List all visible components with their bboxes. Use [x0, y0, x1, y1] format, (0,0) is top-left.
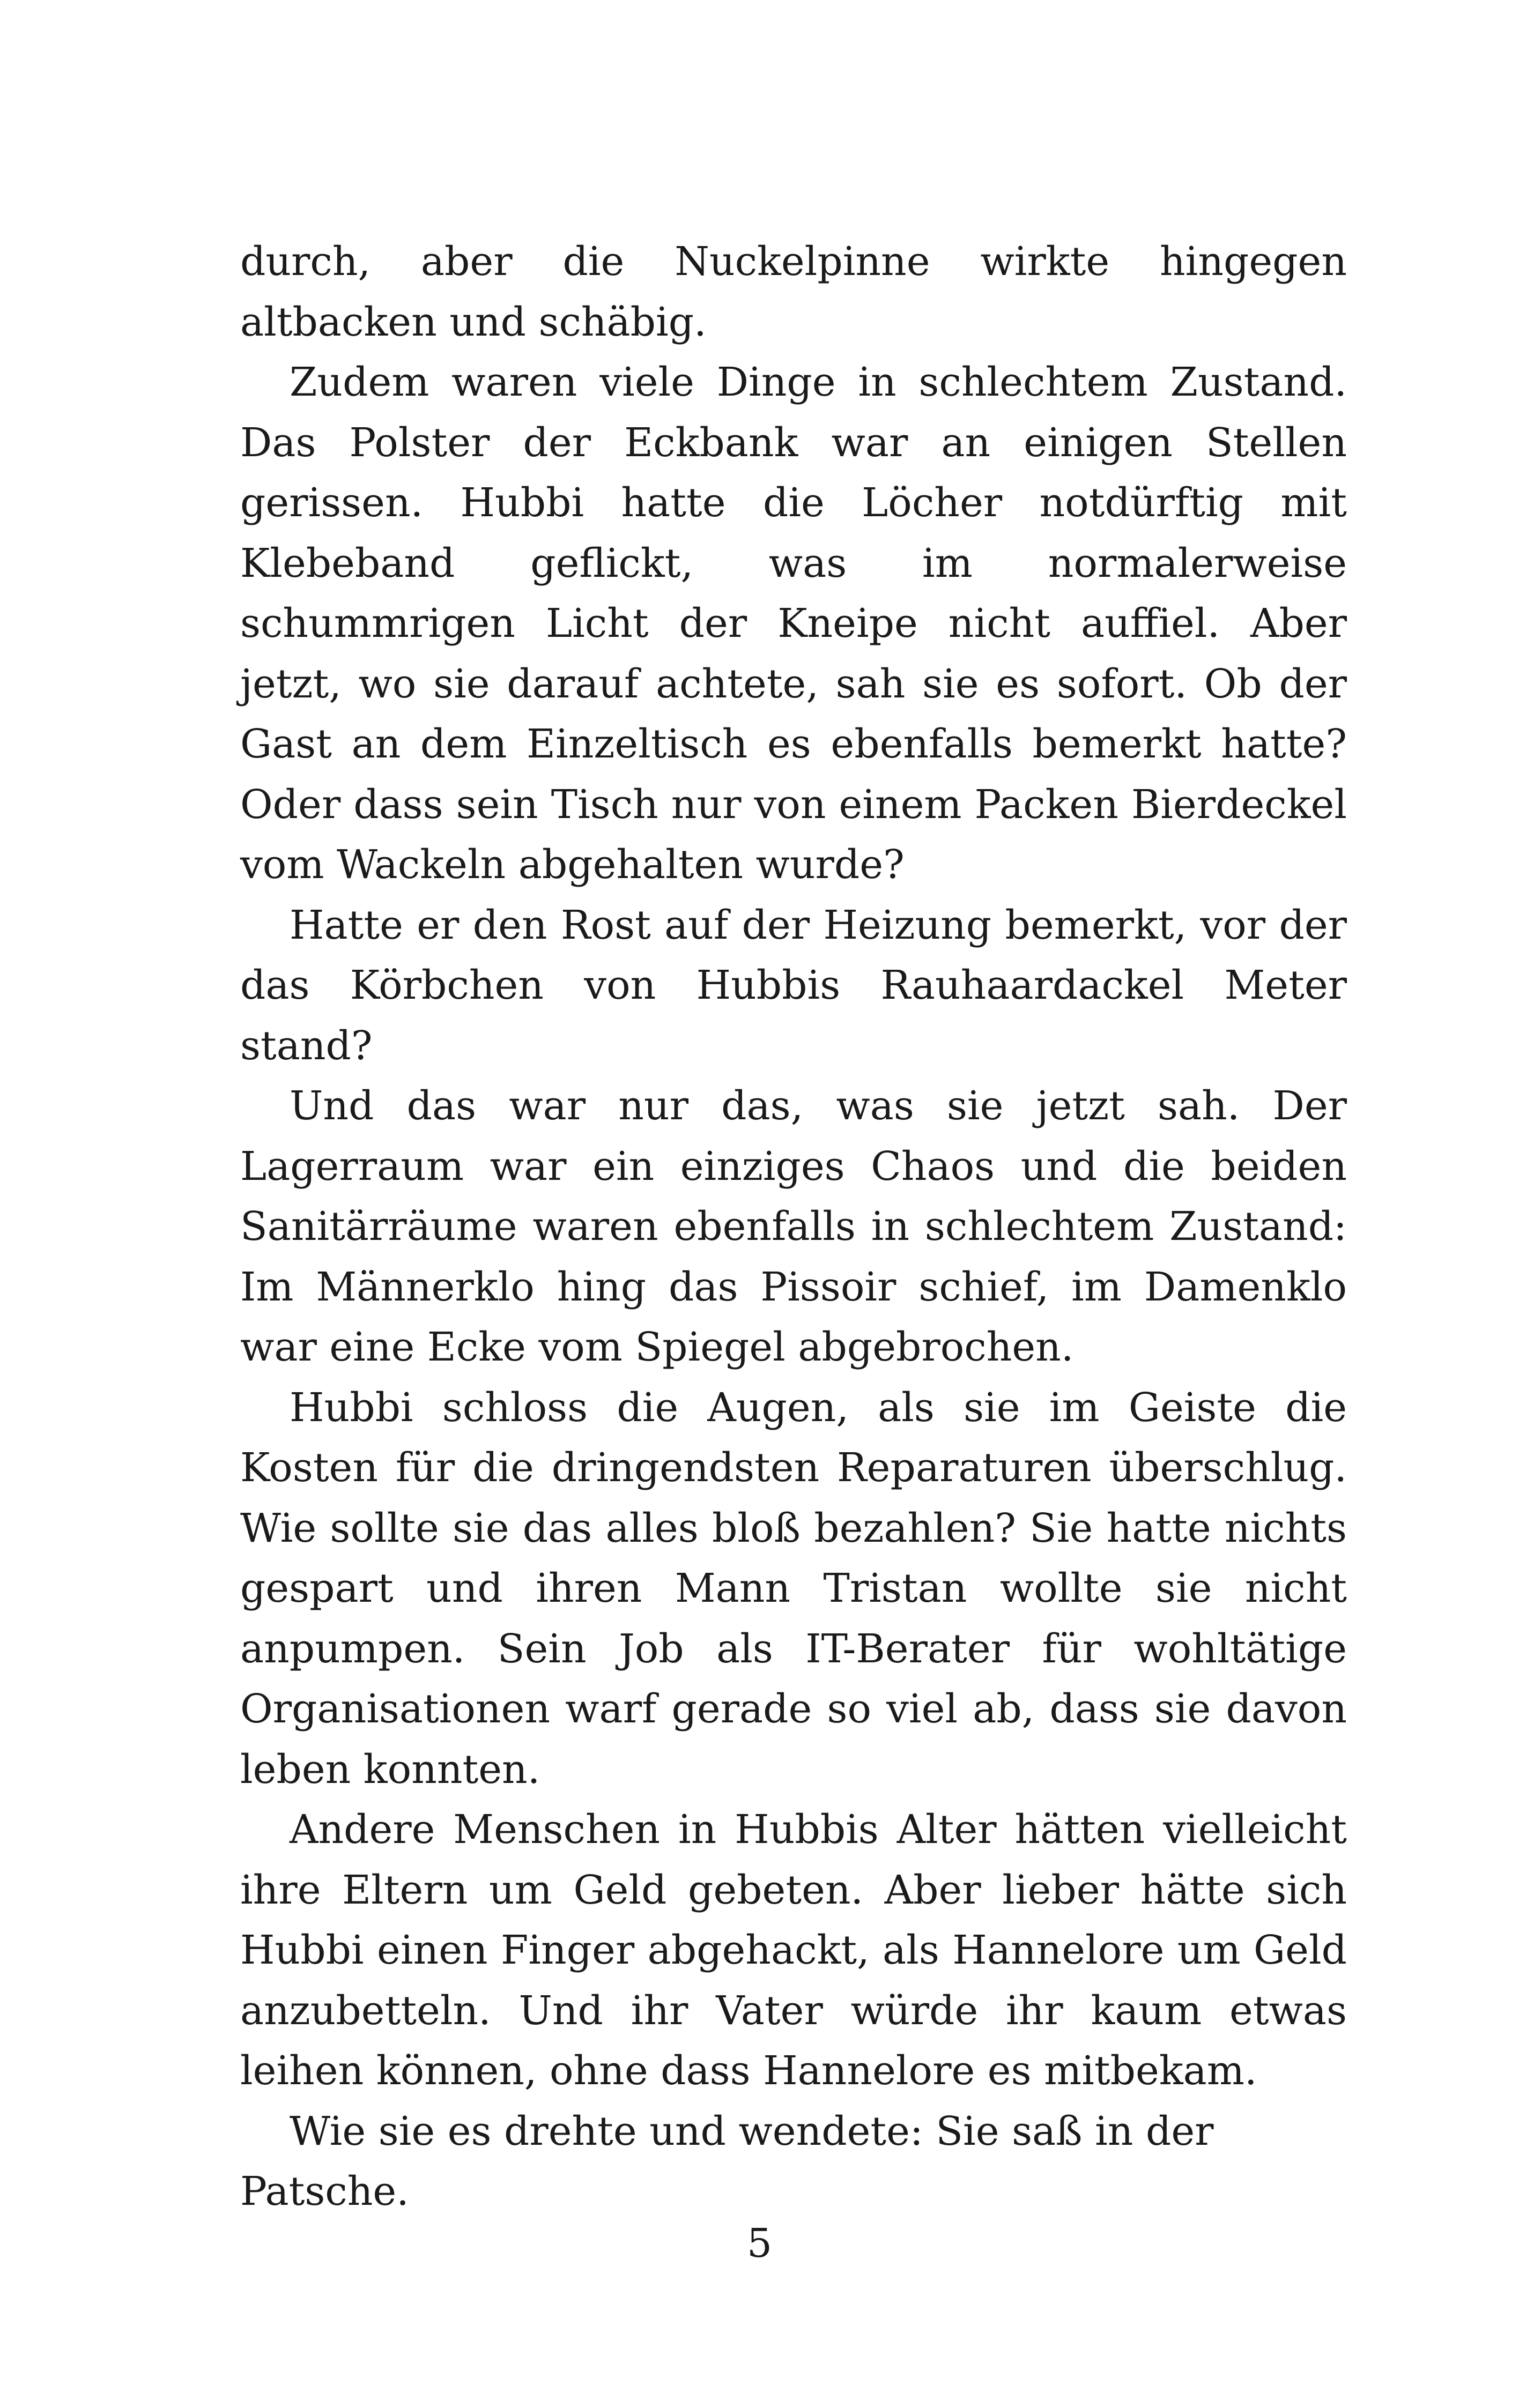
paragraph-7: Wie sie es drehte und wendete: Sie saß in der Patsche. [240, 2108, 1214, 2214]
paragraph-6: Andere Menschen in Hubbis Alter hätten vielleicht ihre Eltern um Geld gebeten. Aber lieber hätte sich Hubbi einen Finger abgehackt, als Hannelore um Geld anzubetteln. Und ihr Vater würde ihr kaum etwas leihen können, ohne dass Hannelore es mitbekam. [240, 1807, 1347, 2094]
paragraph-4: Und das war nur das, was sie jetzt sah. Der Lagerraum war ein einziges Chaos und die beiden Sanitärräume waren ebenfalls in schlechtem Zustand: Im Männerklo hing das Pissoir schief, im Damenklo war eine Ecke vom Spiegel abgebrochen. [240, 1083, 1347, 1370]
paragraph-3: Hatte er den Rost auf der Heizung bemerkt, vor der das Körbchen von Hubbis Rauhaardackel Meter stand? [240, 902, 1347, 1069]
page-number: 5 [746, 2220, 773, 2266]
paragraph-1: durch, aber die Nuckelpinne wirkte hingegen altbacken und schäbig. [240, 239, 1347, 345]
body-text [240, 232, 1347, 2222]
paragraph-5: Hubbi schloss die Augen, als sie im Geiste die Kosten für die dringendsten Reparaturen überschlug. Wie sollte sie das alles bloß bezahlen? Sie hatte nichts gespart und ihren Mann Tristan wollte sie nicht anpumpen. Sein Job als IT-Berater für wohltätige Organisationen warf gerade so viel ab, dass sie davon leben konnten. [240, 1384, 1347, 1793]
paragraph-2: Zudem waren viele Dinge in schlechtem Zustand. Das Polster der Eckbank war an einigen Stellen gerissen. Hubbi hatte die Löcher notdürftig mit Klebeband geflickt, was im normalerweise schummrigen Licht der Kneipe nicht auffiel. Aber jetzt, wo sie darauf achtete, sah sie es sofort. Ob der Gast an dem Einzeltisch es ebenfalls bemerkt hatte? Oder dass sein Tisch nur von einem Packen Bierdeckel vom Wackeln abgehalten wurde? [240, 359, 1347, 888]
